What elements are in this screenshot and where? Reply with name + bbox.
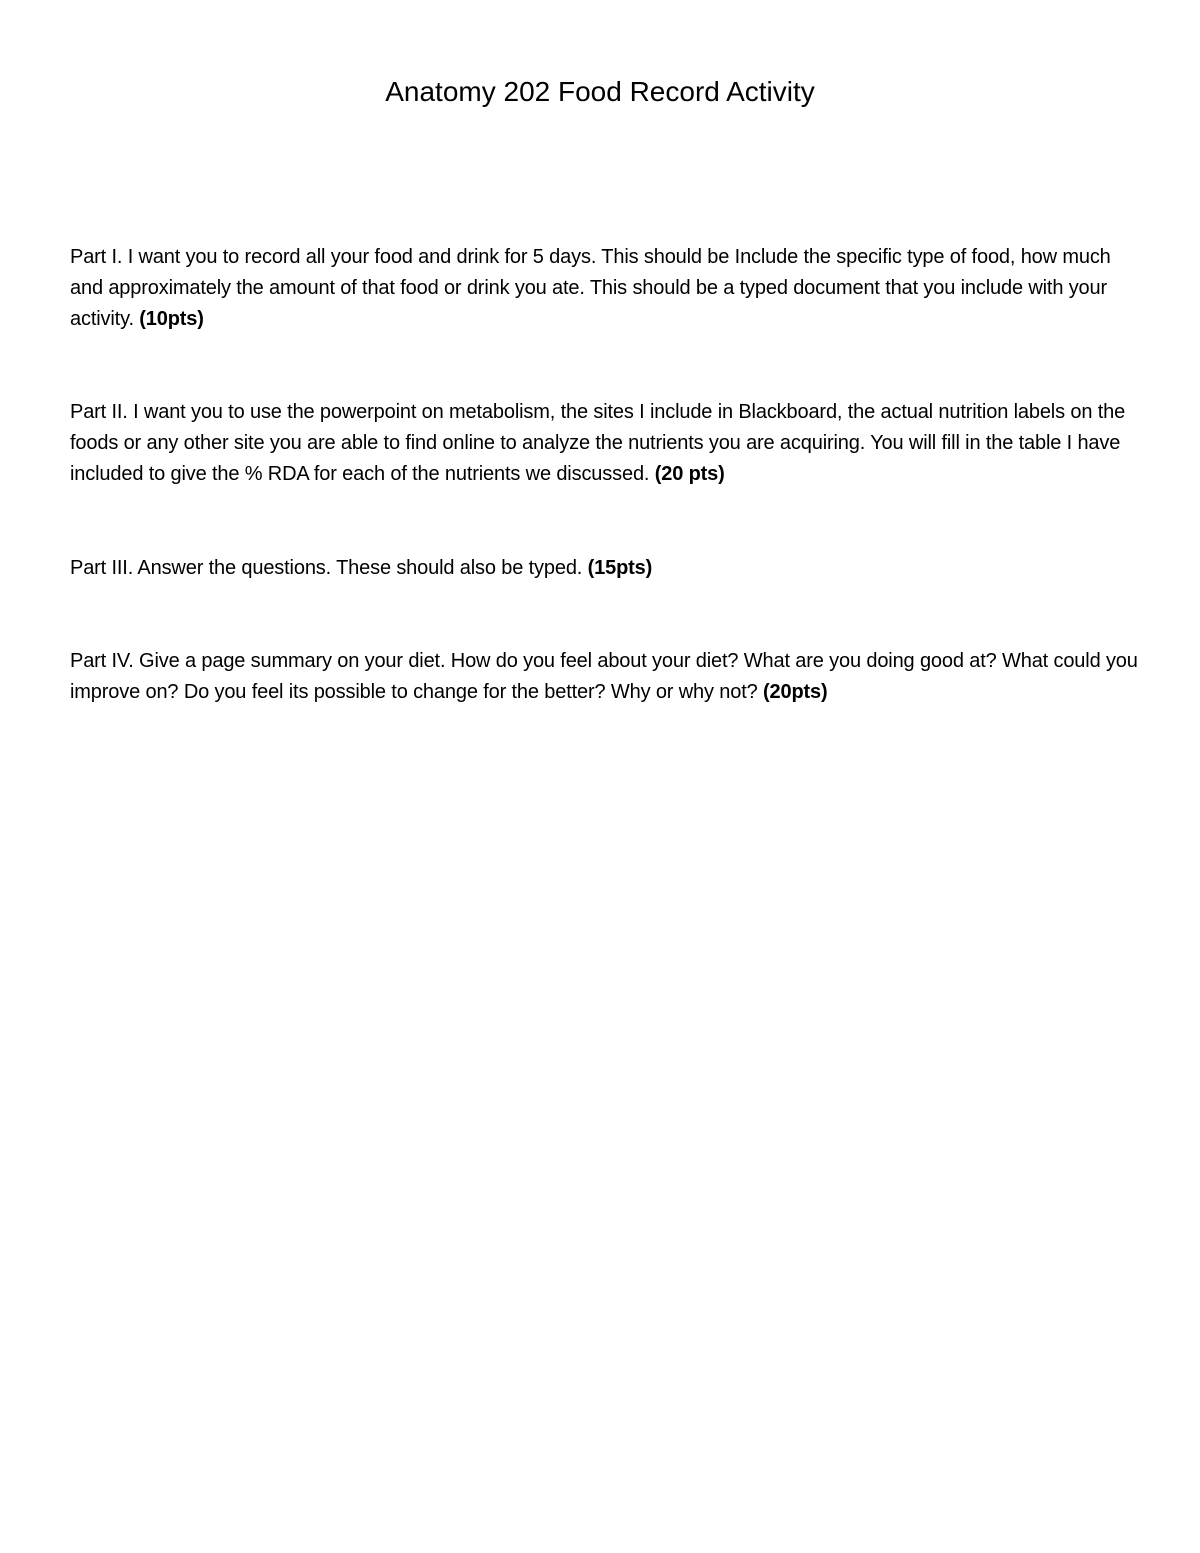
part-3-text: Part III. Answer the questions. These should also be typed. <box>70 557 588 579</box>
part-2-paragraph <box>70 397 1138 490</box>
part-4-text: Part IV. Give a page summary on your diet. How do you feel about your diet? What are you doing good at? What could you improve on? Do you feel its possible to change for the better? Why or why not? <box>70 650 1138 703</box>
part-4-points: (20pts) <box>762 681 828 703</box>
part-1-points: (10pts) <box>139 308 204 330</box>
part-4-paragraph <box>70 646 1138 708</box>
document-title: Anatomy 202 Food Record Activity <box>385 76 815 107</box>
part-2-points: (20 pts) <box>654 463 725 485</box>
part-3-points: (15pts) <box>587 557 653 579</box>
part-1-paragraph <box>70 242 1138 335</box>
part-3-paragraph <box>70 553 1138 584</box>
part-2-text: Part II. I want you to use the powerpoint on metabolism, the sites I include in Blackboard, the actual nutrition labels on the foods or any other site you are able to find online to analyze the nutrients you are acquiring. You will fill in the table I have included to give the % RDA for each of the nutrients we discussed. <box>70 401 1126 485</box>
part-1-text: Part I. I want you to record all your food and drink for 5 days. This should be Include the specific type of food, how much and approximately the amount of that food or drink you ate. This should be a typed document that you include with your activity. <box>70 246 1111 330</box>
